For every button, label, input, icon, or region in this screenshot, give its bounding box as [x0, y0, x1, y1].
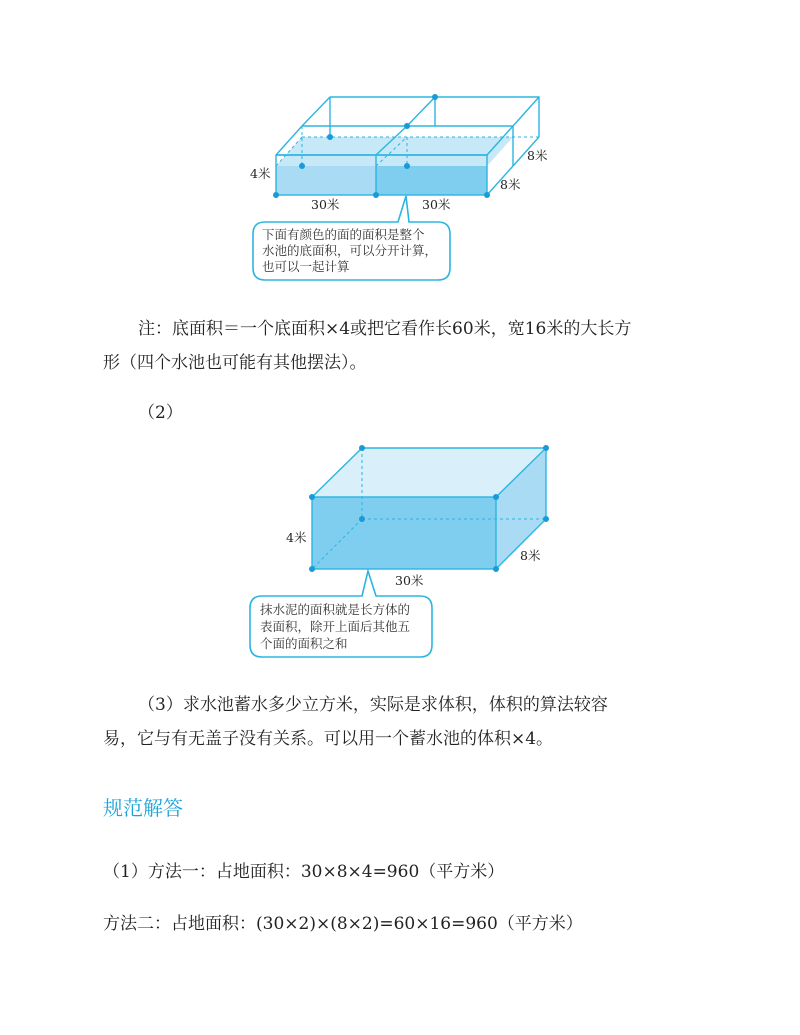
label-height: 4米 [250, 166, 271, 181]
pool-label-width: 8米 [520, 548, 541, 563]
label-length-left: 30米 [311, 197, 340, 212]
callout-line-3: 也可以一起计算 [262, 259, 350, 274]
answer-heading: 规范解答 [103, 796, 183, 820]
answer-line-2: 方法二：占地面积：(30×2)×(8×2)=60×16=960（平方米） [103, 914, 583, 934]
pool-callout-line-1: 抹水泥的面积就是长方体的 [260, 602, 411, 617]
front-face [312, 497, 496, 569]
part3-line-2: 易，它与有无盖子没有关系。可以用一个蓄水池的体积×4。 [103, 729, 554, 749]
label-width-back: 8米 [527, 148, 548, 163]
pool-label-height: 4米 [286, 530, 307, 545]
pool-label-length: 30米 [395, 573, 424, 588]
answer-line-1: （1）方法一：占地面积：30×8×4=960（平方米） [103, 862, 505, 882]
note-line-1: 注：底面积＝一个底面积×4或把它看作长60米，宽16米的大长方 [138, 319, 632, 339]
label-width-front: 8米 [500, 177, 521, 192]
part3-line-1: （3）求水池蓄水多少立方米，实际是求体积，体积的算法较容 [138, 695, 608, 715]
callout-line-2: 水池的底面积，可以分开计算， [262, 243, 438, 258]
callout-line-1: 下面有颜色的面的面积是整个 [262, 227, 425, 242]
pool-callout-line-3: 个面的面积之和 [260, 636, 348, 651]
part2-label: （2） [138, 403, 183, 423]
pool-callout-line-2: 表面积，除开上面后其他五 [260, 619, 411, 634]
note-line-2: 形（四个水池也可能有其他摆法）。 [103, 353, 367, 373]
label-length-right: 30米 [422, 197, 451, 212]
